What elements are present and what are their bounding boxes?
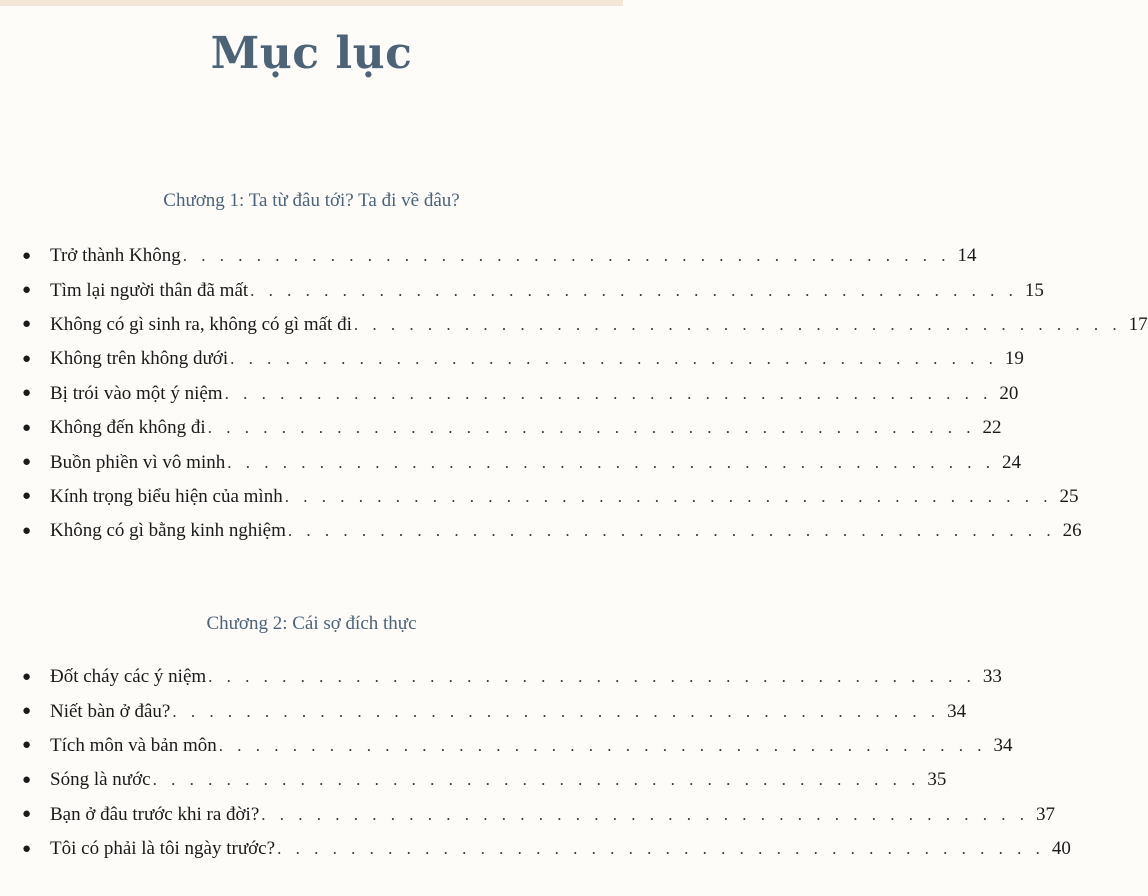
bullet-icon: ●: [22, 771, 32, 788]
toc-entry-title: Đốt cháy các ý niệm: [50, 666, 207, 688]
toc-entry-title: Không trên không dưới: [50, 348, 229, 370]
toc-entry[interactable]: [22, 514, 1082, 548]
toc-entry-page-number: 35: [927, 769, 947, 791]
bullet-icon: ●: [22, 668, 32, 685]
toc-entry[interactable]: [22, 377, 1019, 411]
toc-entry-title: Không đến không đi: [50, 417, 206, 439]
chapter-1-toc-list: [22, 239, 1148, 549]
top-edge-strip: [0, 0, 623, 6]
dot-leader: . . . . . . . . . . . . . . . . . . . . . . . . . . . . . . . . . . . . . . . . . .: [182, 246, 951, 266]
toc-entry-title: Không có gì sinh ra, không có gì mất đi: [50, 313, 352, 335]
toc-entry-title: Sóng là nước: [50, 769, 151, 791]
dot-leader: . . . . . . . . . . . . . . . . . . . . . . . . . . . . . . . . . . . . . . . . . .: [250, 280, 1018, 300]
toc-entry-page-number: 26: [1062, 520, 1082, 542]
toc-entry[interactable]: [22, 308, 1148, 342]
dot-leader: . . . . . . . . . . . . . . . . . . . . . . . . . . . . . . . . . . . . . . . . . .: [208, 667, 976, 687]
chapter-1-heading: Chương 1: Ta từ đâu tới? Ta đi về đâu?: [163, 190, 460, 211]
dot-leader: . . . . . . . . . . . . . . . . . . . . . . . . . . . . . . . . . . . . . . . . . .: [230, 349, 998, 369]
toc-entry-title: Tích môn và bản môn: [50, 734, 217, 756]
dot-leader: . . . . . . . . . . . . . . . . . . . . . . . . . . . . . . . . . . . . . . . . . .: [287, 521, 1056, 541]
toc-entry-page-number: 17: [1128, 313, 1148, 335]
toc-entry[interactable]: [22, 763, 947, 797]
toc-entry-title: Tìm lại người thân đã mất: [50, 279, 249, 301]
bullet-icon: ●: [22, 703, 32, 720]
dot-leader: . . . . . . . . . . . . . . . . . . . . . . . . . . . . . . . . . . . . . . . . . .: [227, 452, 995, 472]
toc-entry-page-number: 19: [1004, 348, 1024, 370]
toc-entry-page-number: 34: [947, 700, 967, 722]
toc-entry[interactable]: [22, 694, 967, 728]
dot-leader: . . . . . . . . . . . . . . . . . . . . . . . . . . . . . . . . . . . . . . . . . .: [207, 418, 976, 438]
toc-entry[interactable]: [22, 445, 1021, 479]
toc-entry-title: Bạn ở đâu trước khi ra đời?: [50, 803, 260, 825]
bullet-icon: ●: [22, 840, 32, 857]
bullet-icon: ●: [22, 488, 32, 505]
toc-entry-title: Trở thành Không: [50, 245, 181, 267]
toc-entry-title: Niết bàn ở đâu?: [50, 700, 171, 722]
dot-leader: . . . . . . . . . . . . . . . . . . . . . . . . . . . . . . . . . . . . . . . . . .: [353, 314, 1122, 334]
bullet-icon: ●: [22, 282, 32, 299]
toc-entry-title: Tôi có phải là tôi ngày trước?: [50, 838, 276, 860]
bullet-icon: ●: [22, 350, 32, 367]
toc-entry-page-number: 22: [982, 417, 1002, 439]
dot-leader: . . . . . . . . . . . . . . . . . . . . . . . . . . . . . . . . . . . . . . . . . .: [261, 804, 1030, 824]
toc-entry[interactable]: [22, 660, 1002, 694]
toc-entry-page-number: 15: [1024, 279, 1044, 301]
toc-entry[interactable]: [22, 273, 1044, 307]
toc-entry[interactable]: [22, 480, 1079, 514]
toc-entry-page-number: 25: [1059, 485, 1079, 507]
toc-entry[interactable]: [22, 729, 1013, 763]
bullet-icon: ●: [22, 522, 32, 539]
toc-entry-page-number: 14: [957, 245, 977, 267]
toc-entry[interactable]: [22, 239, 977, 273]
bullet-icon: ●: [22, 316, 32, 333]
dot-leader: . . . . . . . . . . . . . . . . . . . . . . . . . . . . . . . . . . . . . . . . . .: [284, 486, 1053, 506]
toc-entry-page-number: 34: [993, 734, 1013, 756]
bullet-icon: ●: [22, 385, 32, 402]
bullet-icon: ●: [22, 737, 32, 754]
dot-leader: . . . . . . . . . . . . . . . . . . . . . . . . . . . . . . . . . . . . . . . . . .: [224, 383, 993, 403]
dot-leader: . . . . . . . . . . . . . . . . . . . . . . . . . . . . . . . . . . . . . . . . . .: [172, 701, 941, 721]
toc-entry-page-number: 33: [982, 666, 1002, 688]
toc-entry-title: Bị trói vào một ý niệm: [50, 382, 223, 404]
bullet-icon: ●: [22, 806, 32, 823]
toc-entry[interactable]: [22, 411, 1002, 445]
toc-entry-page-number: 24: [1001, 451, 1021, 473]
toc-entry-title: Không có gì bằng kinh nghiệm: [50, 520, 286, 542]
dot-leader: . . . . . . . . . . . . . . . . . . . . . . . . . . . . . . . . . . . . . . . . . .: [218, 735, 987, 755]
dot-leader: . . . . . . . . . . . . . . . . . . . . . . . . . . . . . . . . . . . . . . . . . .: [152, 770, 921, 790]
toc-entry-page-number: 20: [999, 382, 1019, 404]
bullet-icon: ●: [22, 454, 32, 471]
bullet-icon: ●: [22, 419, 32, 436]
toc-entry[interactable]: [22, 342, 1024, 376]
chapter-2-heading: Chương 2: Cái sợ đích thực: [206, 613, 417, 634]
toc-entry-title: Kính trọng biểu hiện của mình: [50, 485, 283, 507]
toc-entry-page-number: 37: [1036, 803, 1056, 825]
bullet-icon: ●: [22, 247, 32, 264]
chapter-2-toc-list: [22, 660, 1071, 866]
toc-entry[interactable]: [22, 832, 1071, 866]
toc-entry-title: Buồn phiền vì vô minh: [50, 451, 226, 473]
page-title: Mục lục: [210, 28, 413, 79]
toc-entry-page-number: 40: [1051, 838, 1071, 860]
toc-entry[interactable]: [22, 798, 1056, 832]
dot-leader: . . . . . . . . . . . . . . . . . . . . . . . . . . . . . . . . . . . . . . . . . .: [277, 839, 1045, 859]
